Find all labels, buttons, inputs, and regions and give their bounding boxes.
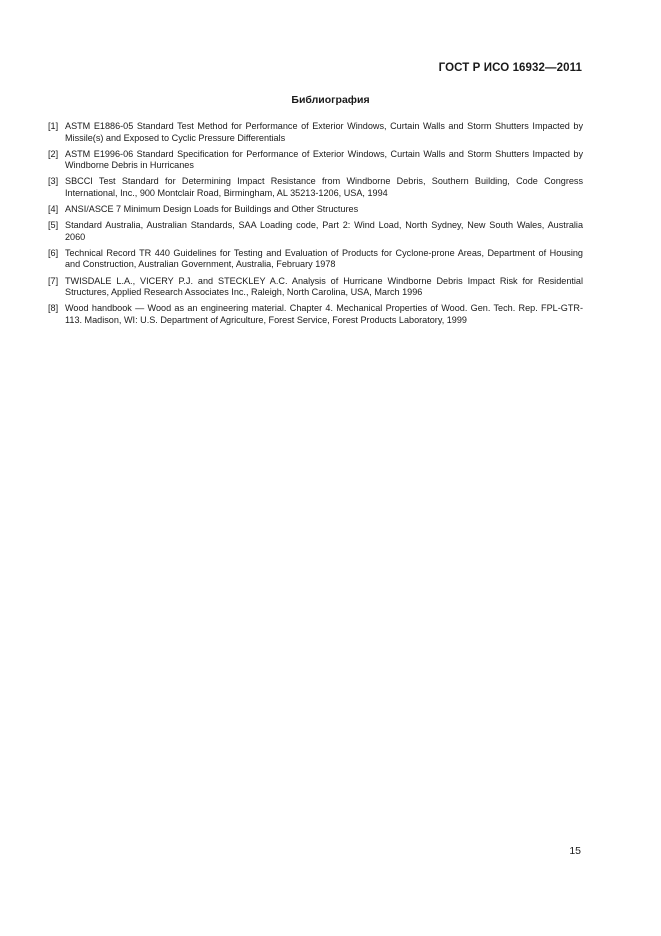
document-identifier: ГОСТ Р ИСО 16932—2011: [438, 62, 582, 74]
entry-text: ASTM E1996-06 Standard Specification for Performance of Exterior Windows, Curtain Walls and Storm Shutters Impacted by Windborne Debris in Hurricanes: [65, 148, 583, 171]
entry-number: [2]: [48, 148, 59, 159]
entry-number: [5]: [48, 220, 59, 231]
entry-text: ANSI/ASCE 7 Minimum Design Loads for Buildings and Other Structures: [65, 204, 359, 215]
bibliography-entry: [48, 204, 583, 216]
entry-text: ASTM E1886-05 Standard Test Method for Performance of Exterior Windows, Curtain Walls and Storm Shutters Impacted by Missile(s) and Exposed to Cyclic Pressure Differentials: [65, 121, 583, 143]
page-number: 15: [569, 845, 581, 857]
bibliography-entry: [48, 121, 583, 144]
entry-text: TWISDALE L.A., VICERY P.J. and STECKLEY A.C. Analysis of Hurricane Windborne Debris Impact Risk for Residential Structures, Applied Research Associates Inc., Raleigh, North Carolina, USA, March 1996: [65, 275, 583, 298]
entry-number: [7]: [48, 275, 59, 286]
entry-number: [6]: [48, 247, 59, 258]
entry-number: [4]: [48, 204, 59, 215]
bibliography-entry: [48, 248, 583, 271]
bibliography-entry: [48, 220, 583, 243]
entry-text: Wood handbook — Wood as an engineering material. Chapter 4. Mechanical Properties of Wood. Gen. Tech. Rep. FPL-GTR-113. Madison, WI: U.S. Department of Agriculture, Forest Service, Forest Products Laboratory, 1999: [65, 303, 583, 325]
entry-text: Technical Record TR 440 Guidelines for Testing and Evaluation of Products for Cyclone-prone Areas, Department of Housing and Construction, Australian Government, Australia, February 1978: [65, 247, 583, 270]
entry-number: [8]: [48, 303, 59, 314]
bibliography-entry: [48, 176, 583, 199]
bibliography-entry: [48, 303, 583, 326]
bibliography-entry: [48, 149, 583, 172]
bibliography-entry: [48, 276, 583, 299]
section-title: Библиография: [291, 94, 370, 106]
bibliography-list: [48, 121, 583, 331]
entry-text: SBCCI Test Standard for Determining Impact Resistance from Windborne Debris, Southern Building, Code Congress International, Inc., 900 Montclair Road, Birmingham, AL 35213-1206, USA, 1994: [65, 176, 583, 198]
entry-text: Standard Australia, Australian Standards, SAA Loading code, Part 2: Wind Load, North Sydney, New South Wales, Australia 2060: [65, 220, 583, 242]
entry-number: [1]: [48, 121, 59, 131]
entry-number: [3]: [48, 176, 59, 187]
